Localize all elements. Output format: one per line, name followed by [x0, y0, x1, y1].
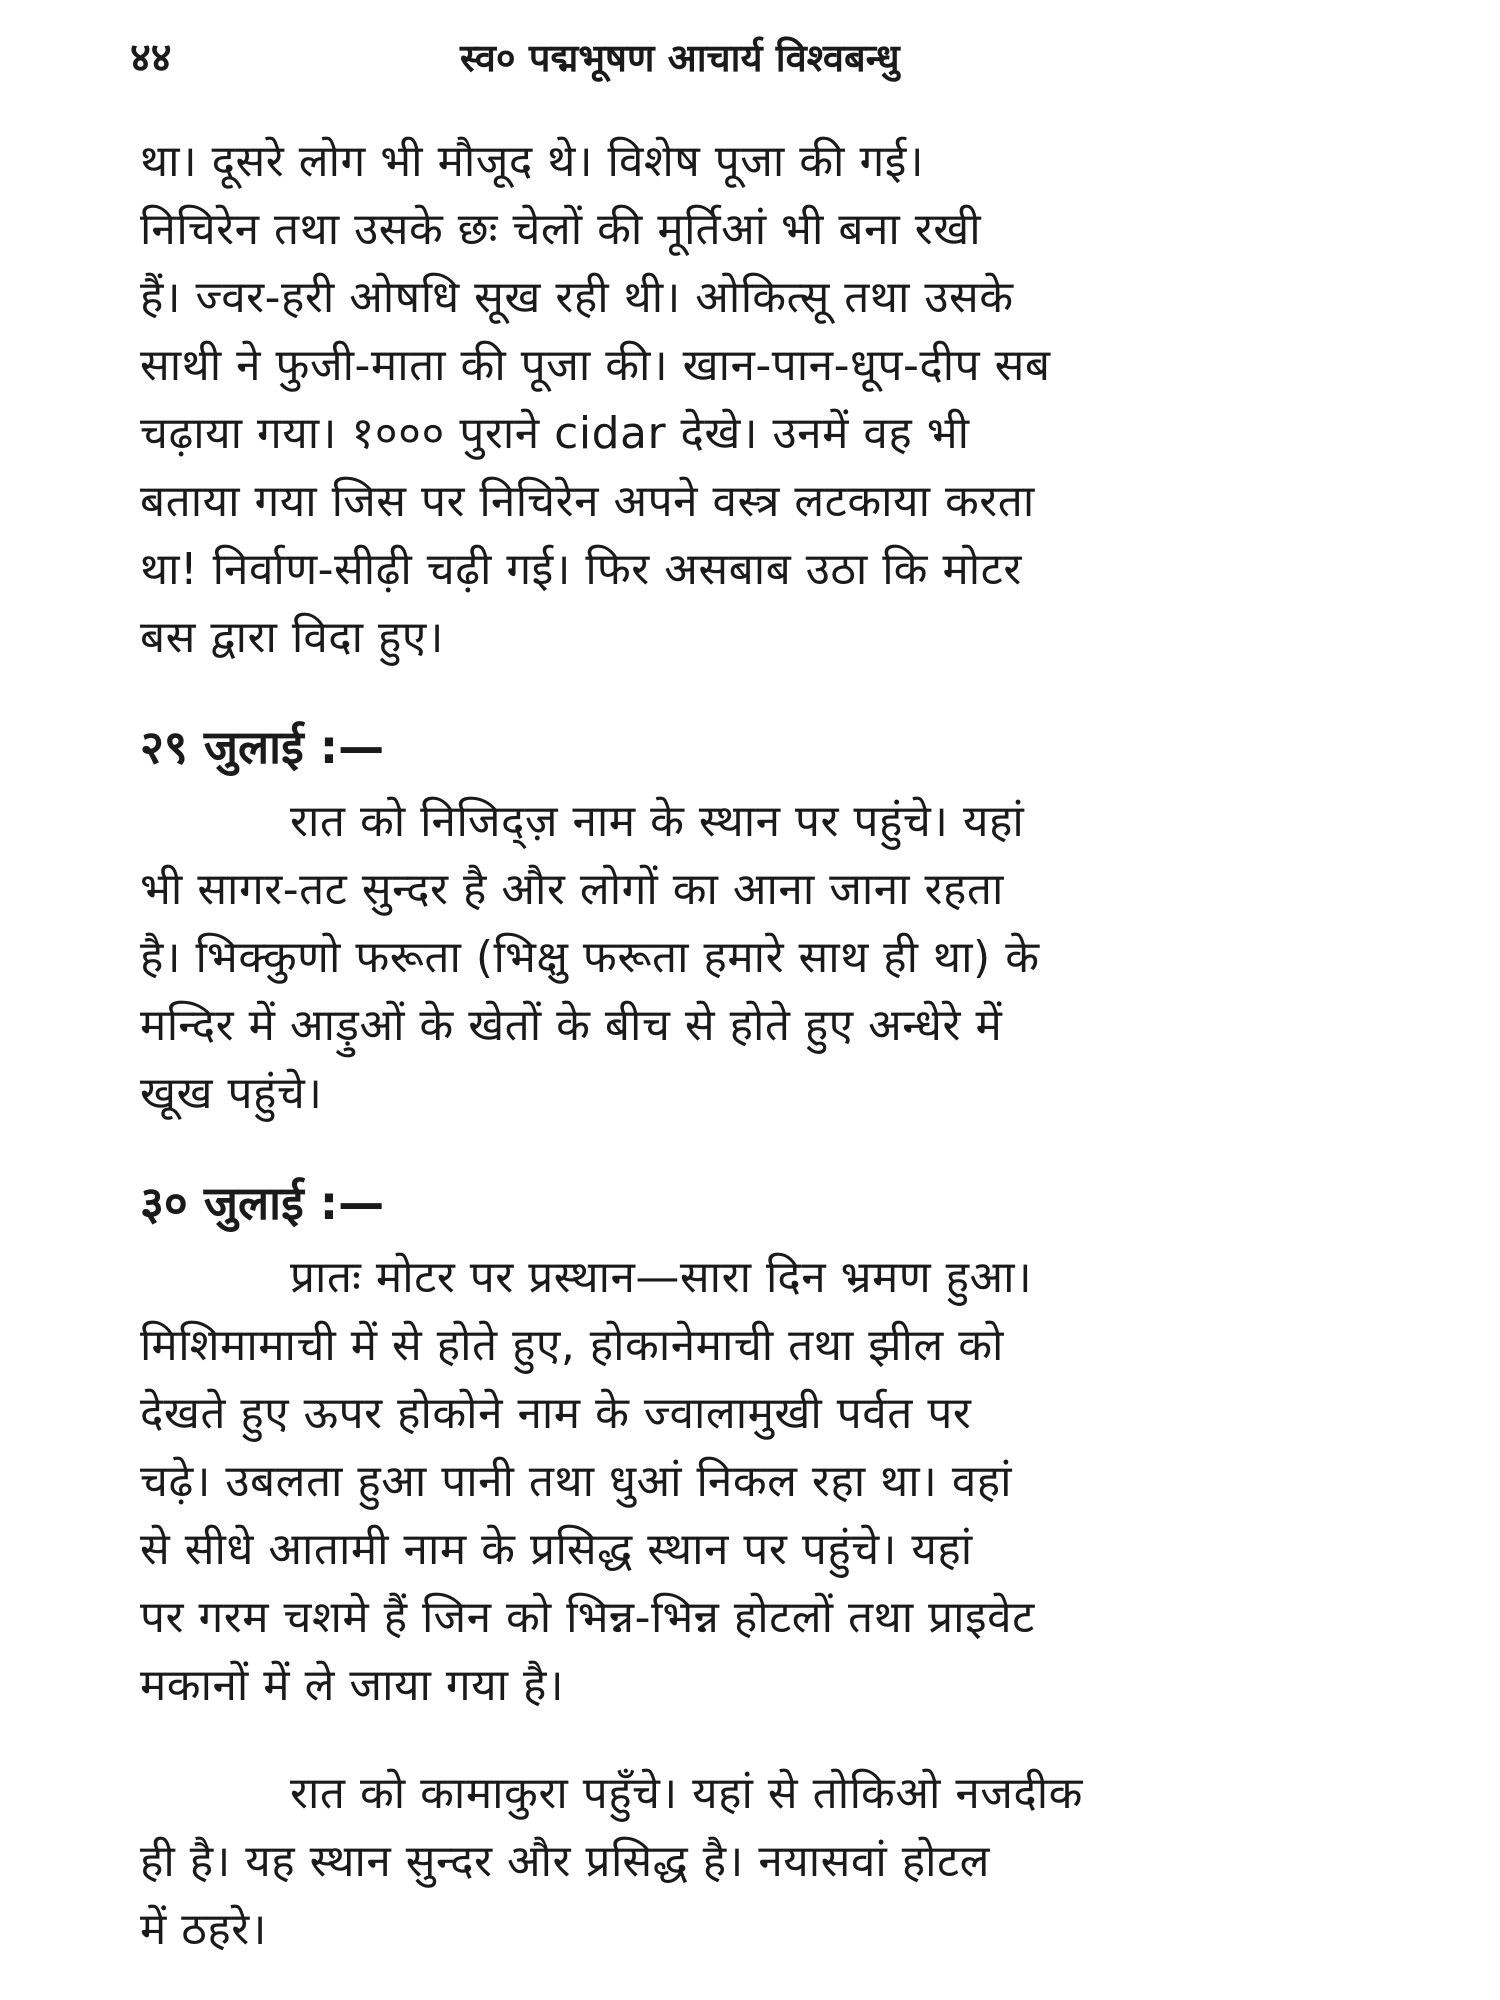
page-body [140, 128, 1370, 1964]
text-line: मन्दिर में आड़ुओं के खेतों के बीच से होते हुए अन्धेरे में [140, 1000, 1003, 1051]
text-line: प्रातः मोटर पर प्रस्थान—सारा दिन भ्रमण हुआ। [290, 1252, 1033, 1303]
text-line: ही है। यह स्थान सुन्दर और प्रसिद्ध है। नयासवां होटल [140, 1836, 991, 1887]
text-line: था! निर्वाण-सीढ़ी चढ़ी गई। फिर असबाब उठा कि मोटर [140, 544, 1022, 595]
text-line: निचिरेन तथा उसके छः चेलों की मूर्तिआं भी बना रखी [140, 204, 982, 255]
section-july-30 [140, 1168, 1370, 1964]
text-line: बस द्वारा विदा हुए। [140, 612, 444, 663]
text-line: खूख पहुंचे। [140, 1068, 323, 1119]
text-line: है। भिक्कुणो फरूता (भिक्षु फरूता हमारे साथ ही था) के [140, 932, 1040, 983]
running-title: स्व० पद्मभूषण आचार्य विश्वबन्धु [460, 36, 900, 80]
text-line: देखते हुए ऊपर होकोने नाम के ज्वालामुखी पर्वत पर [140, 1388, 972, 1439]
text-line: रात को निजिद्ज़ नाम के स्थान पर पहुंचे। यहां [290, 796, 1025, 847]
section-july-29 [140, 712, 1370, 1128]
text-line: चढ़ाया गया। १००० पुराने cidar देखे। उनमें वह भी [140, 408, 970, 459]
spacer [140, 1720, 1370, 1760]
text-line: पर गरम चशमे हैं जिन को भिन्न-भिन्न होटलों तथा प्राइवेट [140, 1592, 1035, 1643]
text-line: में ठहरे। [140, 1904, 267, 1955]
text-line: हैं। ज्वर-हरी ओषधि सूख रही थी। ओकित्सू तथा उसके [140, 272, 1014, 323]
page-number: ४४ [130, 35, 172, 81]
spacer [140, 672, 1370, 712]
text-line: चढ़े। उबलता हुआ पानी तथा धुआं निकल रहा था। वहां [140, 1456, 1013, 1507]
text-line: रात को कामाकुरा पहुँचे। यहां से तोकिओ नजदीक [290, 1768, 1083, 1819]
text-line: भी सागर-तट सुन्दर है और लोगों का आना जाना रहता [140, 864, 1004, 915]
text-line: साथी ने फुजी-माता की पूजा की। खान-पान-धूप-दीप सब [140, 340, 1051, 391]
paragraph-continuation [140, 128, 1370, 672]
text-line: मिशिमामाची में से होते हुए, होकानेमाची तथा झील को [140, 1320, 1004, 1371]
spacer [140, 1128, 1370, 1168]
text-line: मकानों में ले जाया गया है। [140, 1660, 565, 1711]
text-line: था। दूसरे लोग भी मौजूद थे। विशेष पूजा की गई। [140, 136, 924, 187]
section-heading: ३० जुलाई :— [140, 1176, 385, 1230]
text-line: से सीधे आतामी नाम के प्रसिद्ध स्थान पर पहुंचे। यहां [140, 1524, 973, 1575]
section-heading: २९ जुलाई :— [140, 720, 385, 774]
text-line: बताया गया जिस पर निचिरेन अपने वस्त्र लटकाया करता [140, 476, 1035, 527]
page-header [130, 28, 1390, 88]
